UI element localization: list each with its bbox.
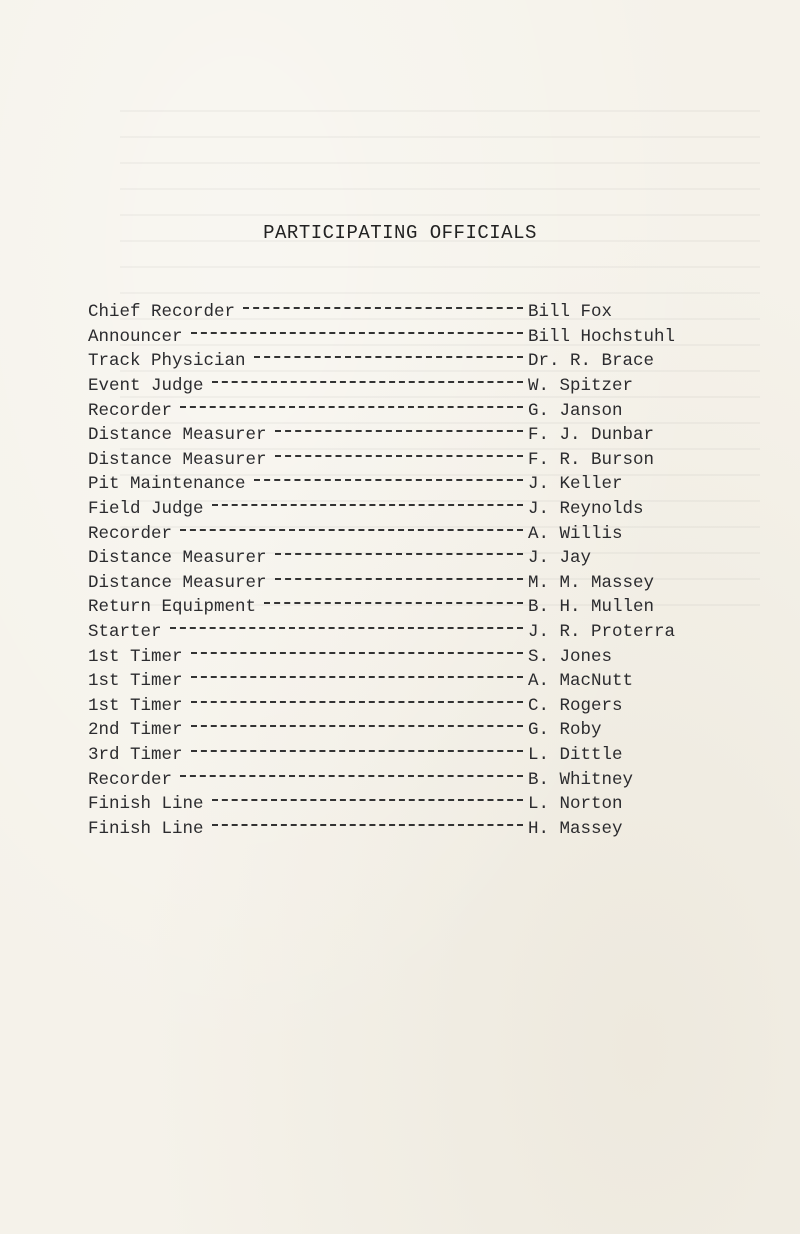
dash-leader: [254, 479, 523, 481]
official-role: Distance Measurer: [88, 572, 267, 593]
official-name: A. Willis: [528, 523, 623, 544]
dash-leader: [275, 430, 523, 432]
official-row: [88, 620, 708, 645]
dash-leader: [212, 824, 523, 826]
dash-leader: [180, 406, 523, 408]
official-role: 2nd Timer: [88, 720, 183, 741]
official-row: [88, 423, 708, 448]
official-name: F. R. Burson: [528, 449, 655, 470]
dash-leader: [264, 602, 523, 604]
official-role: Track Physician: [88, 351, 246, 372]
dash-leader: [243, 307, 523, 309]
official-name: C. Rogers: [528, 695, 623, 716]
official-role: Recorder: [88, 400, 173, 421]
official-role: 1st Timer: [88, 671, 183, 692]
official-row: [88, 767, 708, 792]
official-name: G. Janson: [528, 400, 623, 421]
official-role: 3rd Timer: [88, 744, 183, 765]
official-role: Announcer: [88, 326, 183, 347]
official-row: [88, 521, 708, 546]
official-role: Event Judge: [88, 376, 204, 397]
official-row: [88, 497, 708, 522]
dash-leader: [212, 381, 523, 383]
official-name: Bill Hochstuhl: [528, 326, 676, 347]
official-row: [88, 300, 708, 325]
officials-list: [88, 300, 708, 841]
official-row: [88, 398, 708, 423]
official-name: L. Norton: [528, 794, 623, 815]
official-role: Starter: [88, 622, 162, 643]
official-row: [88, 325, 708, 350]
official-role: Distance Measurer: [88, 425, 267, 446]
official-role: Distance Measurer: [88, 449, 267, 470]
dash-leader: [254, 356, 523, 358]
dash-leader: [170, 627, 523, 629]
official-name: H. Massey: [528, 818, 623, 839]
official-name: J. Reynolds: [528, 499, 644, 520]
dash-leader: [191, 676, 523, 678]
official-role: Recorder: [88, 769, 173, 790]
official-role: 1st Timer: [88, 646, 183, 667]
dash-leader: [191, 750, 523, 752]
dash-leader: [180, 529, 523, 531]
official-row: [88, 694, 708, 719]
official-row: [88, 349, 708, 374]
official-name: M. M. Massey: [528, 572, 655, 593]
official-name: J. Jay: [528, 548, 592, 569]
dash-leader: [191, 701, 523, 703]
official-name: L. Dittle: [528, 744, 623, 765]
official-row: [88, 718, 708, 743]
official-name: Dr. R. Brace: [528, 351, 655, 372]
official-name: B. H. Mullen: [528, 597, 655, 618]
official-role: Finish Line: [88, 794, 204, 815]
official-name: G. Roby: [528, 720, 602, 741]
official-name: S. Jones: [528, 646, 613, 667]
official-role: Recorder: [88, 523, 173, 544]
dash-leader: [191, 652, 523, 654]
dash-leader: [212, 799, 523, 801]
dash-leader: [191, 332, 523, 334]
dash-leader: [275, 455, 523, 457]
dash-leader: [212, 504, 523, 506]
page-title: PARTICIPATING OFFICIALS: [263, 222, 537, 244]
dash-leader: [275, 553, 523, 555]
official-role: Return Equipment: [88, 597, 257, 618]
official-name: B. Whitney: [528, 769, 634, 790]
official-row: [88, 571, 708, 596]
official-role: Chief Recorder: [88, 302, 236, 323]
official-name: W. Spitzer: [528, 376, 634, 397]
official-role: Pit Maintenance: [88, 474, 246, 495]
official-row: [88, 669, 708, 694]
official-name: J. R. Proterra: [528, 622, 676, 643]
official-role: Field Judge: [88, 499, 204, 520]
official-row: [88, 546, 708, 571]
official-name: J. Keller: [528, 474, 623, 495]
official-name: A. MacNutt: [528, 671, 634, 692]
official-row: [88, 792, 708, 817]
official-role: 1st Timer: [88, 695, 183, 716]
official-row: [88, 448, 708, 473]
official-row: [88, 644, 708, 669]
official-row: [88, 472, 708, 497]
official-name: F. J. Dunbar: [528, 425, 655, 446]
dash-leader: [191, 725, 523, 727]
official-row: [88, 743, 708, 768]
official-role: Finish Line: [88, 818, 204, 839]
official-role: Distance Measurer: [88, 548, 267, 569]
official-name: Bill Fox: [528, 302, 613, 323]
dash-leader: [275, 578, 523, 580]
official-row: [88, 816, 708, 841]
official-row: [88, 595, 708, 620]
dash-leader: [180, 775, 523, 777]
official-row: [88, 374, 708, 399]
